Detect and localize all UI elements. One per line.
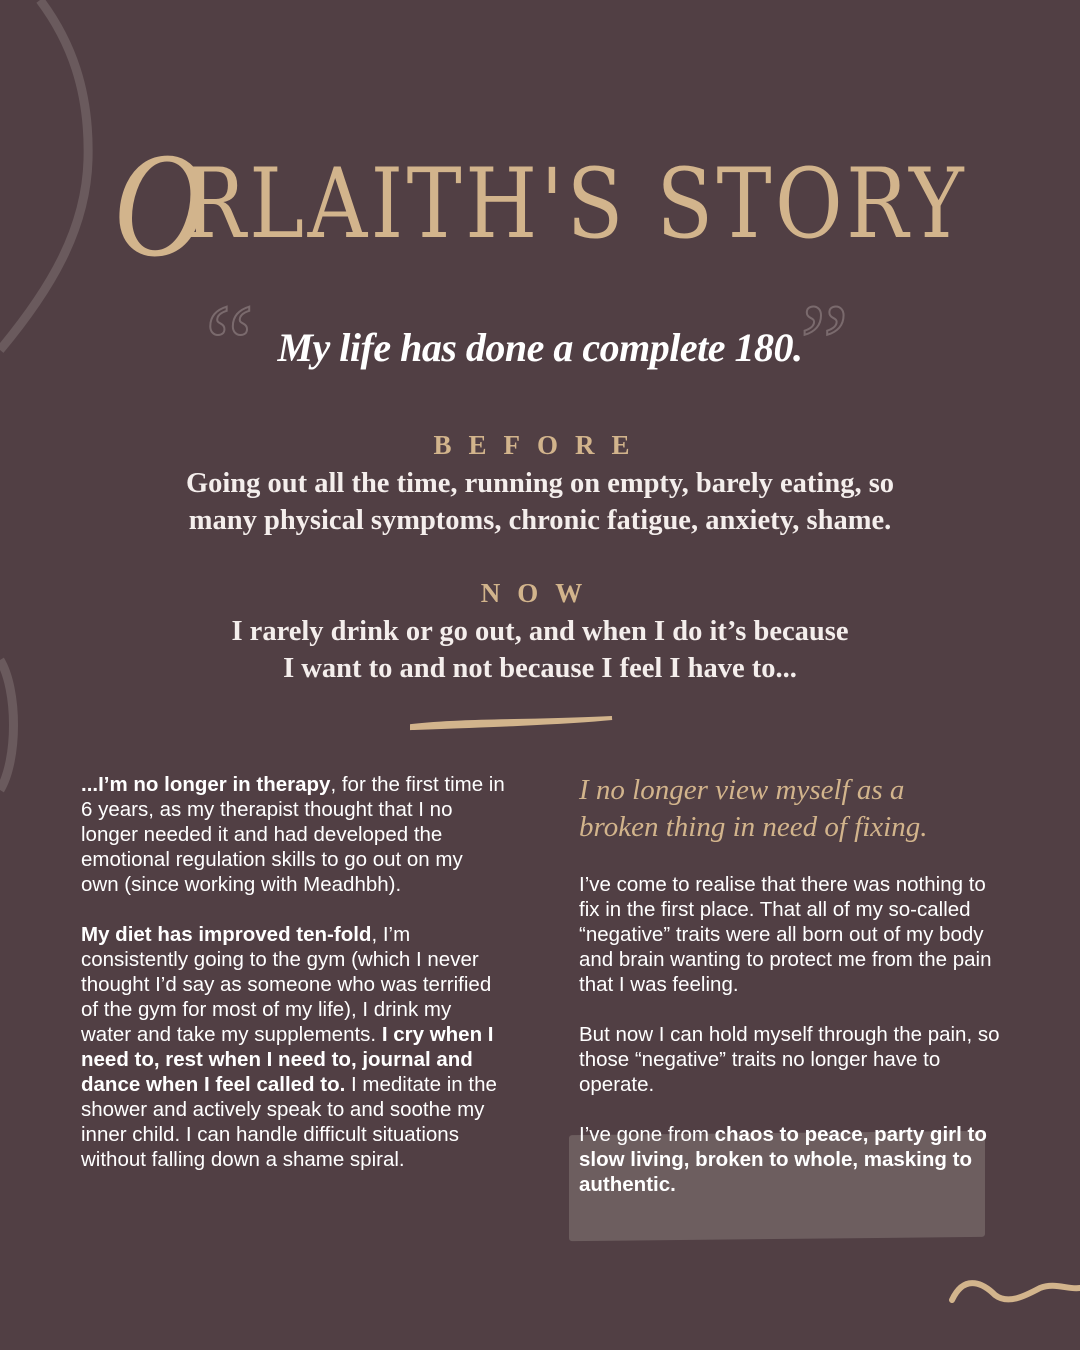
left-p1-run: ...I’m no longer in therapy [81,773,331,796]
right-paragraph-1: I’ve come to realise that there was nothing to fix in the first place. That all of my so-called “negative” traits were all born out of my body and brain wanting to protect me from the pain that I was feeling. [579,873,992,996]
before-line-2: many physical symptoms, chronic fatigue, anxiety, shame. [188,505,892,536]
gold-brush-divider [412,718,612,728]
right-paragraph-3 [579,1122,1004,1197]
right-pull-quote [579,772,999,846]
left-p2-run: , I’m consistently going to the gym (which I never thought I’d say as someone who was terrified of the gym for most of my life), I drink my water and take my supplements. [81,923,492,1046]
before-text [90,465,990,539]
close-quote-icon: ” [800,282,849,404]
pull-quote [0,282,1080,404]
title-rest: RLAITH'S STORY [183,148,968,260]
left-p2-run: I meditate in the shower and actively speak to and soothe my inner child. I can handle difficult situations without falling down a shame spiral. [81,1073,497,1171]
before-line-1: Going out all the time, running on empty, barely eating, so [185,468,895,499]
right-column [579,872,1004,1222]
left-p2-run: My diet has improved ten-fold [81,923,372,946]
left-column [81,772,506,1197]
right-p3-run: I’ve gone from [579,1123,715,1146]
left-p2-run: I cry when I need to, rest when I need to, journal and dance when I feel called to. [81,1023,494,1096]
left-arc-line [0,660,14,790]
title-initial: O [112,122,210,288]
page-title [76,122,1005,288]
left-paragraph-1 [81,772,506,897]
right-quote-line-2: broken thing in need of fixing. [579,811,928,843]
now-line-2: I want to and not because I feel I have to... [283,653,797,684]
pull-quote-text: My life has done a complete 180. [277,325,803,370]
now-label: NOW [480,578,600,608]
right-paragraph-2: But now I can hold myself through the pain, so those “negative” traits no longer have to operate. [579,1023,1000,1096]
before-label: BEFORE [433,430,647,460]
now-line-1: I rarely drink or go out, and when I do it’s because [231,616,849,647]
now-text [90,613,990,687]
left-p1-run: , for the first time in 6 years, as my therapist thought that I no longer needed it and had developed the emotional regulation skills to go out on my own (since working with Meadhbh). [81,773,505,896]
right-quote-line-1: I no longer view myself as a [579,774,905,806]
right-p3-run: chaos to peace, party girl to slow living, broken to whole, masking to authentic. [579,1123,987,1196]
left-paragraph-2 [81,922,506,1172]
gold-squiggle [952,1283,1080,1300]
open-quote-icon: “ [205,282,254,404]
